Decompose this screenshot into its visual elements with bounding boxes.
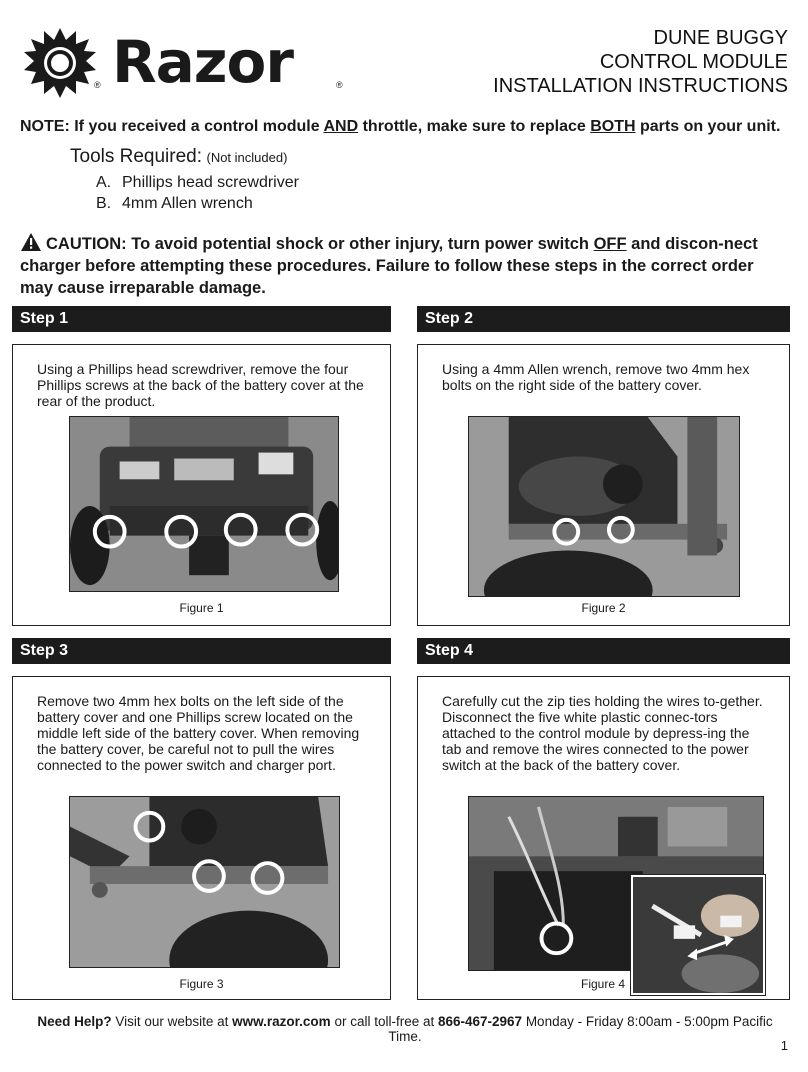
note-and: AND (323, 118, 359, 135)
caution-text-a: To avoid potential shock or other injury, turn power switch (126, 235, 594, 253)
page-number: 1 (780, 1038, 788, 1053)
website-link[interactable]: www.razor.com (232, 1014, 331, 1029)
note-both: BOTH (590, 118, 636, 135)
tool-text: Phillips head screwdriver (122, 174, 299, 191)
help-footer (20, 1014, 790, 1044)
caution-text-b: and discon-nect charger before attempting these procedures. Failure to follow these steps in the correct order may cause irreparable damage. (20, 235, 758, 297)
figure-2-photo (468, 416, 740, 597)
step-3-header: Step 3 (12, 638, 391, 664)
figure-3-photo (69, 796, 340, 968)
step-4-panel (417, 676, 790, 1000)
caution-paragraph (20, 232, 790, 299)
note-paragraph (20, 118, 790, 136)
step-1-panel (12, 344, 391, 626)
tools-list (96, 172, 299, 214)
help-text-b: or call toll-free at (330, 1014, 438, 1029)
step-4-header: Step 4 (417, 638, 790, 664)
caution-off: OFF (593, 235, 627, 253)
logo-registered-mark-2: ® (336, 80, 343, 90)
step-1-header: Step 1 (12, 306, 391, 332)
note-text-b: throttle, make sure to replace (358, 118, 591, 135)
figure-1-photo (69, 416, 339, 592)
note-label: NOTE: (20, 118, 70, 135)
step-2-text: Using a 4mm Allen wrench, remove two 4mm hex bolts on the right side of the battery cover. (442, 361, 750, 393)
help-text-c: Monday - Friday 8:00am - 5:00pm Pacific Time. (388, 1014, 773, 1044)
razor-logo (22, 26, 352, 98)
step-3-text: Remove two 4mm hex bolts on the left side of the battery cover and one Phillips screw located on the middle left side of the battery cover. When removing the battery cover, be careful not to pull the wires connected to the power switch and charger port. (37, 693, 360, 773)
title-line-3: INSTALLATION INSTRUCTIONS (493, 75, 788, 97)
tools-subheading: (Not included) (206, 150, 288, 165)
help-text-a: Visit our website at (111, 1014, 233, 1029)
tool-text: 4mm Allen wrench (122, 195, 253, 212)
tools-heading: Tools Required: (70, 146, 203, 167)
figure-2-caption: Figure 2 (581, 601, 626, 615)
step-4-text: Carefully cut the zip ties holding the wires to-gether. Disconnect the five white plastic connec-tors attached to the control module by depress-ing the tab and remove the wires connected to the power switch at the back of the battery cover. (442, 693, 763, 773)
figure-3-caption: Figure 3 (179, 977, 224, 991)
phone-number: 866-467-2967 (437, 1014, 523, 1029)
page-title (493, 26, 788, 98)
title-line-2: CONTROL MODULE (599, 51, 788, 73)
figure-4-caption: Figure 4 (580, 977, 626, 991)
step-2-header: Step 2 (417, 306, 790, 332)
tools-required (70, 146, 299, 214)
figure-1-caption: Figure 1 (179, 601, 224, 615)
step-3-panel (12, 676, 391, 1000)
list-item (96, 193, 299, 214)
title-line-1: DUNE BUGGY (653, 27, 788, 49)
logo-registered-mark: ® (94, 80, 101, 90)
tool-letter: A. (96, 174, 112, 191)
list-item (96, 172, 299, 193)
warning-icon (20, 232, 42, 252)
saw-blade-icon (22, 26, 98, 102)
help-label: Need Help? (37, 1014, 112, 1029)
logo-wordmark: Razor (112, 28, 294, 96)
step-1-text: Using a Phillips head screwdriver, remove the four Phillips screws at the back of the battery cover at the rear of the product. (37, 361, 364, 409)
note-text-c: parts on your unit. (635, 118, 781, 135)
step-2-panel (417, 344, 790, 626)
figure-4-inset-photo (631, 875, 765, 995)
note-text-a: If you received a control module (69, 118, 324, 135)
tool-letter: B. (96, 195, 112, 212)
caution-label: CAUTION: (46, 235, 127, 253)
